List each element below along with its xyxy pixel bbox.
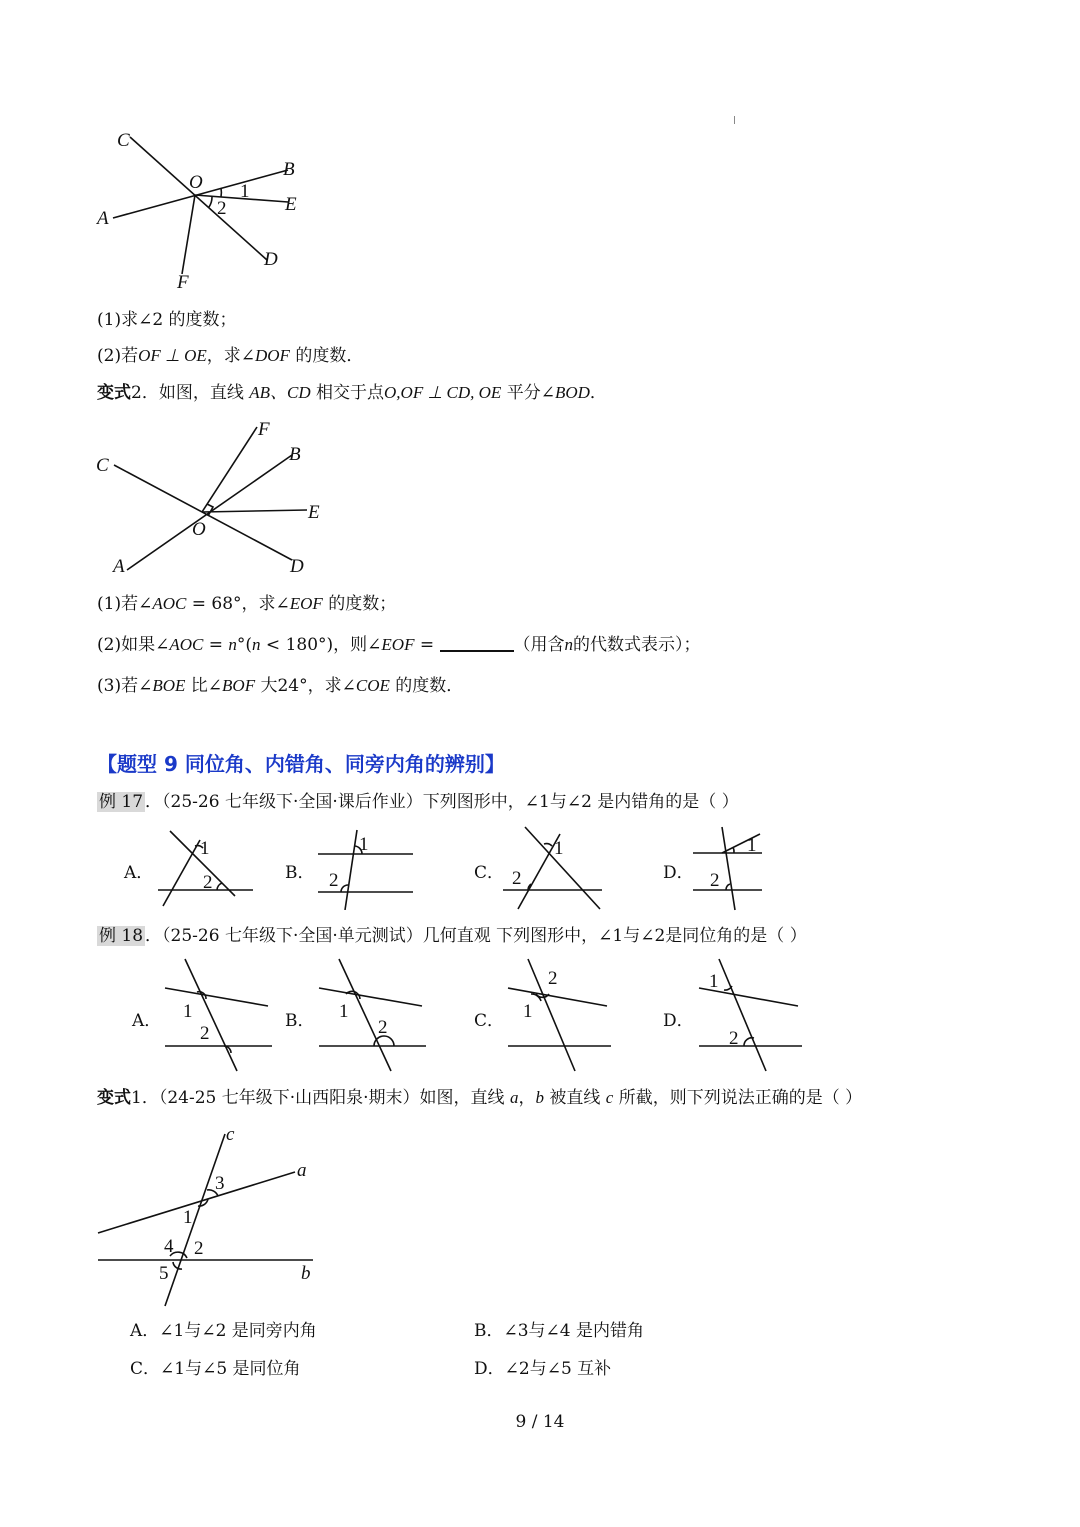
line-c [165,1134,225,1306]
variant2-number: 2 [131,383,142,403]
variant1-text-pre: 1．（24-25 七年级下·山西阳泉·期末）如图，直线 [131,1088,510,1108]
ex17-figure-d [690,824,770,912]
v2-q2-tail-math: n [564,635,574,654]
label-O: O [192,519,206,540]
ex18-option-c[interactable]: C． [474,1011,505,1031]
variant1-text-mid2: 被直线 [543,1088,606,1108]
v2-q3-post: 的度数． [389,676,464,696]
angle-2-arc [209,197,212,207]
prev-q2-post: 的度数． [289,346,364,366]
v2-q2-pre: (2)如果∠ [97,635,170,655]
label-4: 4 [164,1236,174,1257]
ex18-a-label-1: 1 [183,1001,193,1022]
ex17-figure-c [500,824,605,912]
label-C: C [96,455,109,476]
ex17-b-label-1: 1 [359,834,369,855]
ex17-option-c[interactable]: C． [474,863,505,883]
v2-q3-math2: BOF [222,676,256,695]
ex18-option-d[interactable]: D． [663,1011,694,1031]
variant2-question-3 [97,675,463,697]
v1-opt-a-text: ∠1与∠2 是同旁内角 [159,1321,317,1341]
example18-text: ．（25-26 七年级下·全国·单元测试）几何直观 下列图形中，∠1与∠2是同位角的是（ ） [145,926,807,946]
prev-question-2 [97,345,363,367]
variant1-math-b: b [535,1088,544,1107]
ex18-option-b[interactable]: B． [285,1011,315,1031]
variant2-question-1 [97,593,396,615]
example17-label: 例 17 [99,792,144,812]
label-1: 1 [240,181,250,202]
variant2-intro-math: AB、CD [249,383,311,402]
variant2-intro-post: ． [589,383,607,403]
v2-q2-mid: = [203,635,229,655]
ex18-figure-d [694,956,806,1074]
prev-q2-mid: ，求∠ [206,346,255,366]
scan-mark [734,116,735,124]
ex17-figure-b [315,828,415,910]
v2-q1-math: AOC [152,594,187,613]
variant2-intro-math3: BOD [554,383,590,402]
label-3: 3 [215,1173,225,1194]
v2-q3-pre: (3)若∠ [97,676,153,696]
label-B: B [283,159,295,180]
ex18-figure-b [314,956,430,1074]
ex17-option-b[interactable]: B． [285,863,315,883]
variant1-text-mid1: ， [518,1088,536,1108]
ray-of [182,195,195,274]
v2-q1-pre: (1)若∠ [97,594,153,614]
v2-q3-math3: COE [355,676,390,695]
v2-q2-mid2: °( [236,635,253,655]
label-B: B [289,444,301,465]
label-b: b [301,1263,311,1284]
label-E: E [308,502,320,523]
section-heading: 【题型 9 同位角、内错角、同旁内角的辨别】 [97,752,505,776]
v2-q2-mid3: < 180°)，则∠ [260,635,382,655]
ex18-c-label-1: 1 [523,1001,533,1022]
label-F: F [177,272,189,293]
ex17-figure-a [155,828,255,908]
v2-q2-math2: n [228,635,237,654]
v2-q2-math: AOC [169,635,204,654]
variant1-tag: 变式 [97,1088,131,1108]
prev-q2-math: OF ⊥ OE [138,346,207,365]
label-A: A [97,208,109,229]
ex18-b-label-2: 2 [378,1017,388,1038]
v2-q3-mid2: 大24°，求∠ [255,676,356,696]
prev-q2-math2: DOF [254,346,290,365]
label-D: D [264,249,278,270]
prev-q2-pre: (2)若 [97,346,139,366]
line-a [98,1172,295,1233]
ex17-c-label-1: 1 [554,838,564,859]
ex18-figure-c [503,956,615,1074]
label-F: F [258,419,270,440]
ex17-b-label-2: 2 [329,870,339,891]
figure-variant1 [95,1124,325,1314]
ex18-d-label-2: 2 [729,1028,739,1049]
ex18-b-label-1: 1 [339,1001,349,1022]
variant1-math-c: c [605,1088,614,1107]
ex18-a-label-2: 2 [200,1023,210,1044]
variant1-option-b[interactable] [474,1320,644,1342]
label-5: 5 [159,1263,169,1284]
ex18-option-a[interactable]: A． [132,1011,162,1031]
variant2-intro [97,382,607,404]
v1-opt-a-letter: A． [130,1321,160,1341]
label-c: c [226,1124,235,1145]
v1-opt-c-letter: C． [130,1359,161,1379]
example17-stem [97,791,739,813]
ex18-d-label-1: 1 [709,971,719,992]
v2-q2-math3: n [252,635,261,654]
v1-opt-b-text: ∠3与∠4 是内错角 [503,1321,645,1341]
ex18-figure-a [160,956,276,1074]
variant2-tag: 变式 [97,383,131,403]
ex17-d-label-2: 2 [710,870,720,891]
variant2-intro-pre: ．如图，直线 [141,383,250,403]
variant2-question-2 [97,634,701,656]
prev-q1-text: (1)求∠2 的度数； [97,310,237,330]
v2-q2-math4: EOF [381,635,415,654]
label-1: 1 [183,1207,193,1228]
variant2-intro-math2: O,OF ⊥ CD, OE [384,383,502,402]
label-2: 2 [194,1238,204,1259]
page-number: 9 / 14 [515,1412,565,1432]
figure-angles-cobe [90,122,320,294]
label-C: C [117,130,130,151]
ex17-option-a[interactable]: A． [124,863,154,883]
ray-oe [202,510,307,512]
variant1-option-c[interactable] [130,1358,301,1380]
label-E: E [285,194,297,215]
variant1-math-a: a [509,1088,519,1107]
label-2: 2 [217,198,227,219]
v2-q2-tail-pre: （用含 [513,635,565,655]
v2-q1-post: 的度数； [322,594,397,614]
ex17-d-label-1: 1 [747,835,757,856]
example17-text: ．（25-26 七年级下·全国·课后作业）下列图形中，∠1与∠2 是内错角的是（ ） [145,792,739,812]
label-A: A [113,556,125,577]
figure-variant2 [92,415,342,580]
variant2-intro-mid: 相交于点 [310,383,385,403]
variant1-option-a[interactable] [130,1320,317,1342]
v2-q2-tail-post: 的代数式表示）； [573,635,701,655]
v2-q1-mid: = 68°，求∠ [186,594,290,614]
v1-opt-d-letter: D． [474,1359,505,1379]
v2-q2-mid4: = [414,635,440,655]
variant2-intro-mid2: 平分∠ [501,383,555,403]
v1-opt-b-letter: B． [474,1321,504,1341]
v1-opt-c-text: ∠1与∠5 是同位角 [160,1359,301,1379]
ex17-a-label-1: 1 [200,838,210,859]
ex17-a-label-2: 2 [203,872,213,893]
variant1-stem [97,1087,862,1109]
prev-question-1 [97,309,237,331]
v2-q3-math: BOE [152,676,186,695]
ex17-option-d[interactable]: D． [663,863,694,883]
label-O: O [189,172,203,193]
variant1-option-d[interactable] [474,1358,611,1380]
answer-blank[interactable] [440,634,514,652]
example18-label: 例 18 [99,926,144,946]
ex18-c-label-2: 2 [548,968,558,989]
v1-opt-d-text: ∠2与∠5 互补 [504,1359,612,1379]
v2-q1-math2: EOF [289,594,323,613]
label-D: D [290,556,304,577]
label-a: a [297,1160,307,1181]
v2-q3-mid: 比∠ [185,676,223,696]
variant1-text-post: 所截，则下列说法正确的是（ ） [613,1088,863,1108]
example18-stem [97,925,807,947]
ex17-c-label-2: 2 [512,868,522,889]
